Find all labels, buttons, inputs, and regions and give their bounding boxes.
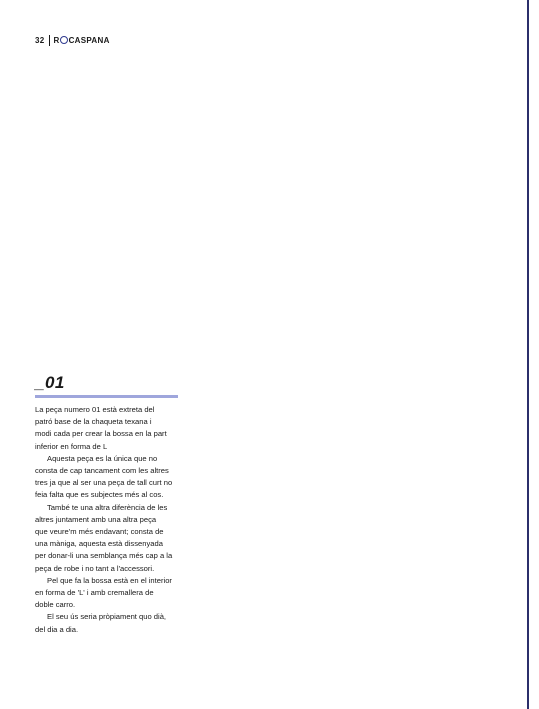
body-line: patró base de la chaqueta texana i xyxy=(35,417,152,427)
body-line: Pel que fa la bossa està en el interior xyxy=(47,575,172,585)
body-line: Aquesta peça es la única que no xyxy=(47,453,158,463)
brand-prefix: R xyxy=(53,35,60,45)
body-line: inferior en forma de L xyxy=(35,441,108,451)
running-header xyxy=(35,34,110,46)
body-line: doble carro. xyxy=(35,600,76,610)
body-line: modi cada per crear la bossa en la part xyxy=(35,429,167,439)
section-title: _01 xyxy=(35,373,65,392)
body-line: El seu ús seria pròpiament quo dià, xyxy=(47,612,167,622)
body-line: altres juntament amb una altra peça xyxy=(35,514,157,524)
body-line: feia falta que es subjectes més al cos. xyxy=(35,490,164,500)
page-edge-rule xyxy=(527,0,529,709)
body-line: del dia a dia. xyxy=(35,624,79,634)
brand-suffix: CASPANA xyxy=(68,35,110,45)
body-text xyxy=(35,404,193,636)
page-number: 32 xyxy=(35,35,45,45)
body-line: peça de robe i no tant a l'accessori. xyxy=(35,563,155,573)
body-line: una màniga, aquesta està dissenyada xyxy=(35,539,163,549)
body-line: en forma de 'L' i amb cremallera de xyxy=(35,588,154,598)
body-line: També te una altra diferència de les xyxy=(47,502,168,512)
body-line: per donar-li una semblança més cap a la xyxy=(35,551,173,561)
body-line: tres ja que al ser una peça de tall curt no xyxy=(35,478,173,488)
body-line: que veure'm més endavant; consta de xyxy=(35,527,164,537)
section-underline xyxy=(35,395,178,398)
header-divider xyxy=(49,35,50,46)
body-line: La peça numero 01 està extreta del xyxy=(35,405,155,414)
body-line: consta de cap tancament com les altres xyxy=(35,466,169,476)
brand-o-icon xyxy=(60,36,68,44)
brand-logo xyxy=(54,36,110,45)
